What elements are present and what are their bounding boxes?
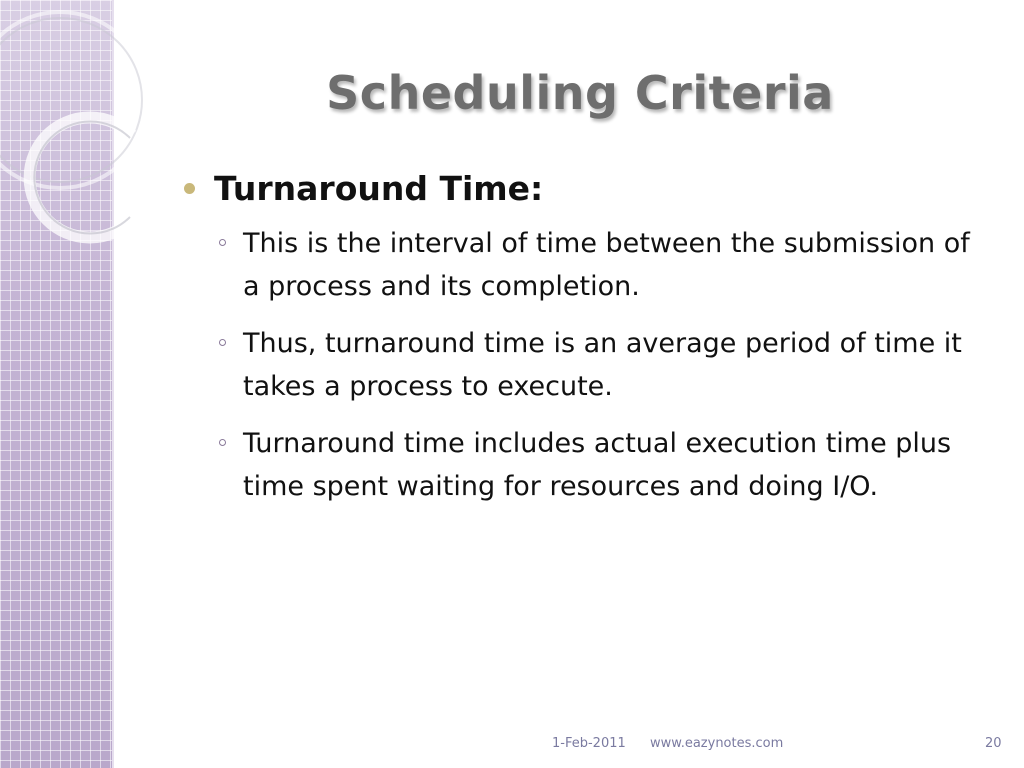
sub-bullet-item [180,322,990,408]
bullet-item-heading [180,168,990,210]
slide-title: Scheduling Criteria [326,66,834,120]
heading-text: Turnaround Time: [214,169,544,208]
sub-bullet-text: Thus, turnaround time is an average period of time it takes a process to execute. [243,328,962,402]
sub-bullet-item [180,422,990,508]
hollow-circle-bullet-icon [219,239,226,246]
footer-url: www.eazynotes.com [650,736,784,751]
slide-content [180,168,990,522]
footer-date: 1-Feb-2011 [552,736,626,751]
hollow-circle-bullet-icon [219,439,226,446]
slide-page-number: 20 [985,736,1002,751]
decorative-circles [0,0,160,260]
bullet-dot-icon [184,183,195,194]
sub-bullet-text: Turnaround time includes actual execution time plus time spent waiting for resources and doing I/O. [243,428,952,502]
sub-bullet-text: This is the interval of time between the submission of a process and its completion. [243,228,970,302]
hollow-circle-bullet-icon [219,339,226,346]
sub-bullet-item [180,222,990,308]
